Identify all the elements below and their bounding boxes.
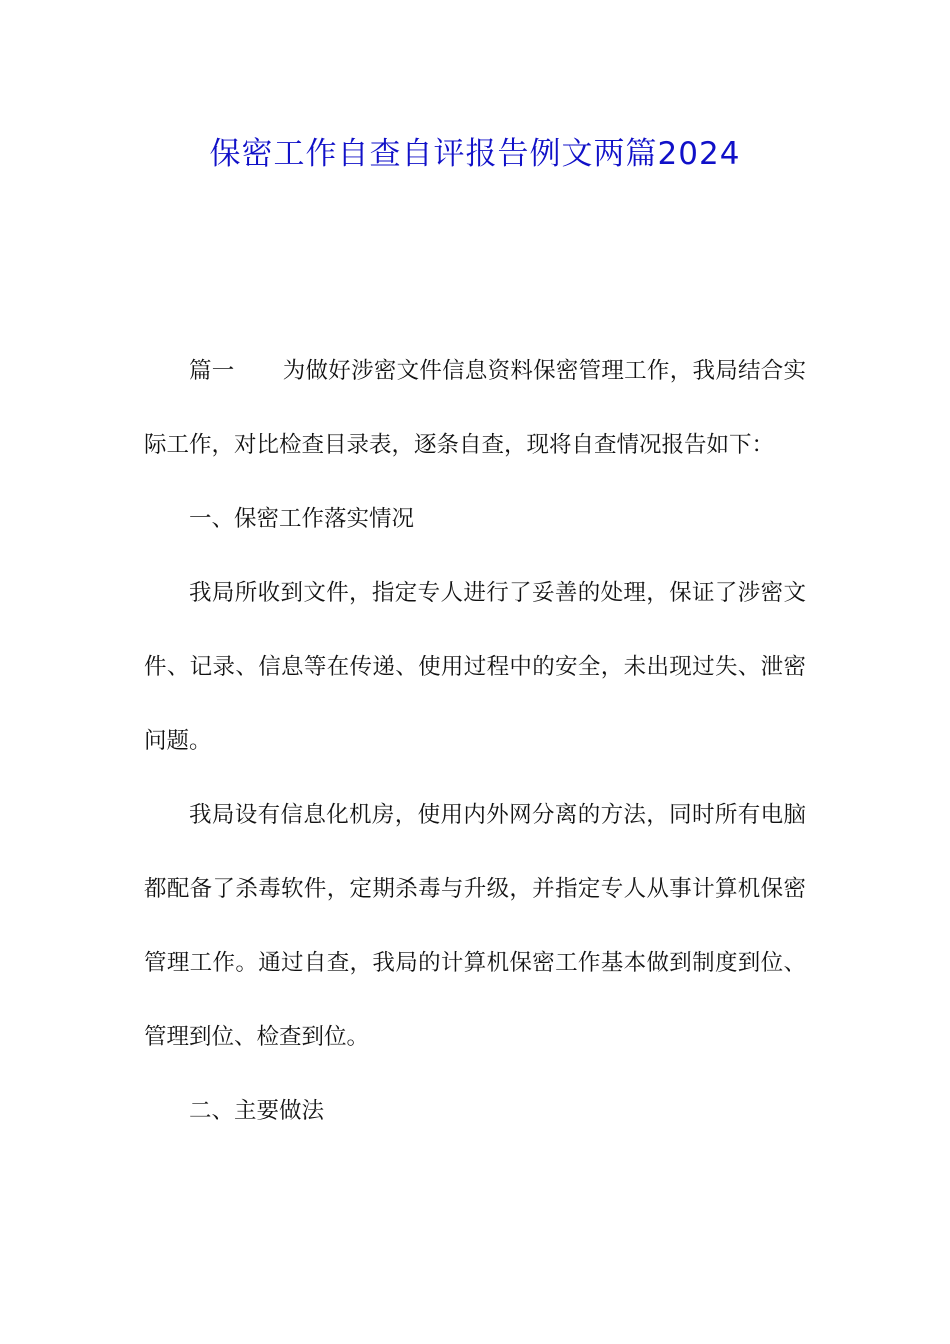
document-title: 保密工作自查自评报告例文两篇2024 [209,136,741,172]
paragraph-intro [144,334,806,482]
paragraph-text: 为做好涉密文件信息资料保密管理工作，我局结合实际工作，对比检查目录表，逐条自查，现将自查情况报告如下： [144,358,806,458]
section-lead: 篇一 [189,358,235,384]
paragraph-computers: 我局设有信息化机房，使用内外网分离的方法，同时所有电脑都配备了杀毒软件，定期杀毒与升级，并指定专人从事计算机保密管理工作。通过自查，我局的计算机保密工作基本做到制度到位、管理到位、检查到位。 [144,802,806,1050]
heading-section-1: 一、保密工作落实情况 [189,506,415,532]
document-body [144,334,806,1148]
paragraph-documents: 我局所收到文件，指定专人进行了妥善的处理，保证了涉密文件、记录、信息等在传递、使用过程中的安全，未出现过失、泄密问题。 [144,580,806,754]
heading-section-2: 二、主要做法 [189,1098,325,1124]
